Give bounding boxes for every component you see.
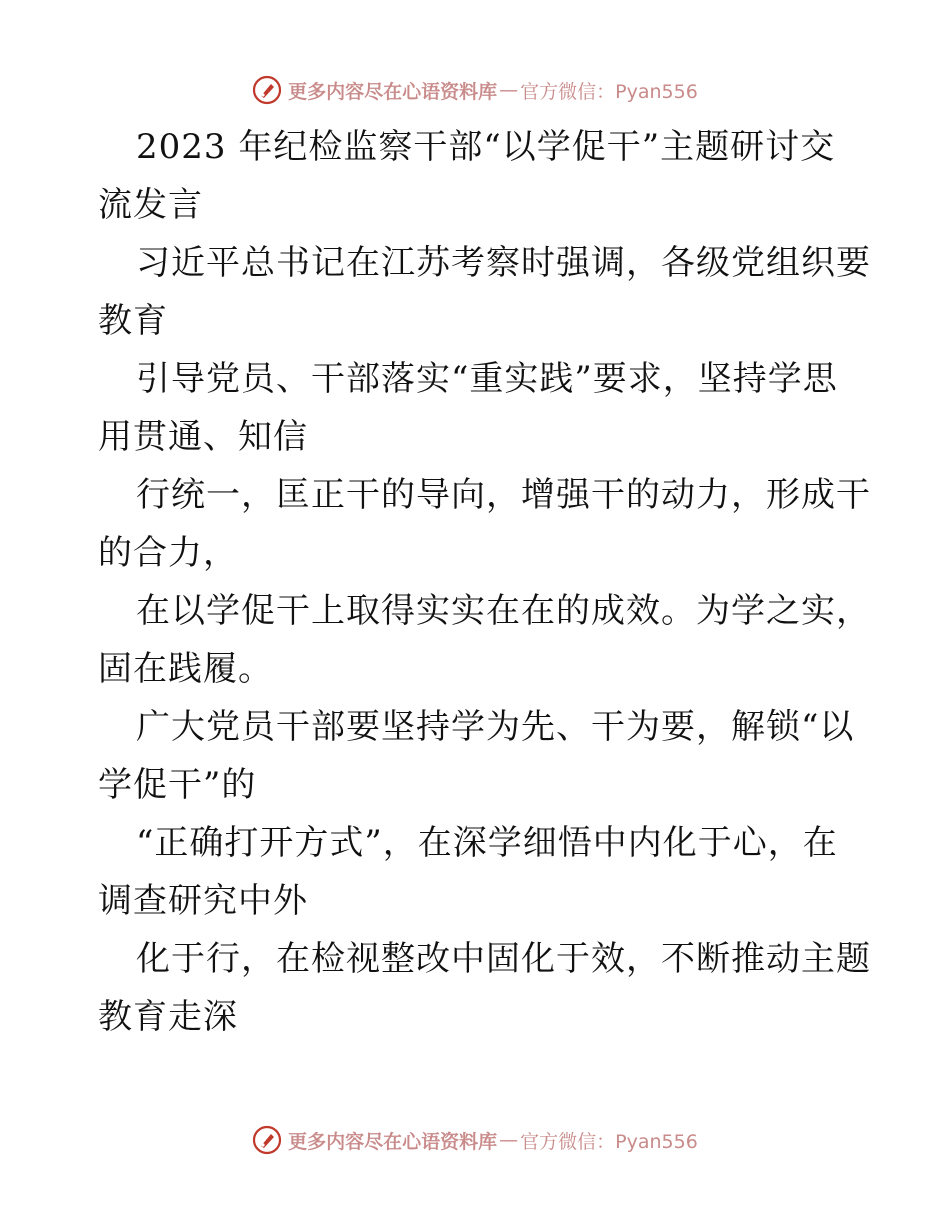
banner-separator: — xyxy=(499,1129,519,1151)
banner-main-text: 更多内容尽在心语资料库 xyxy=(288,1130,498,1153)
pen-nib-logo-icon xyxy=(252,75,282,105)
document-body xyxy=(98,118,871,1046)
doc-line: 习近平总书记在江苏考察时强调，各级党组织要 xyxy=(136,243,871,283)
doc-line: “正确打开方式”，在深学细悟中内化于心，在 xyxy=(136,823,838,863)
banner-main-text: 更多内容尽在心语资料库 xyxy=(288,80,498,103)
footer-watermark-banner xyxy=(0,1120,950,1160)
doc-line: 行统一，匡正干的导向，增强干的动力，形成干 xyxy=(136,475,871,515)
doc-line: 在以学促干上取得实实在在的成效。为学之实， xyxy=(136,591,871,631)
doc-line: 广大党员干部要坚持学为先、干为要，解锁“以 xyxy=(136,707,855,747)
doc-line: 化于行，在检视整改中固化于效，不断推动主题 xyxy=(136,939,871,979)
doc-line: 固在践履。 xyxy=(98,649,273,689)
header-watermark-banner xyxy=(0,70,950,110)
banner-separator: — xyxy=(499,79,519,101)
doc-line: 的合力， xyxy=(98,533,238,573)
doc-line: 教育 xyxy=(98,301,168,341)
doc-line: 调查研究中外 xyxy=(98,881,308,921)
pen-nib-logo-icon xyxy=(252,1125,282,1155)
banner-contact-text: 官方微信：Pyan556 xyxy=(520,1130,698,1153)
doc-line: 教育走深 xyxy=(98,997,238,1037)
doc-line: 用贯通、知信 xyxy=(98,417,308,457)
doc-line: 2023 年纪检监察干部“以学促干”主题研讨交 xyxy=(136,127,836,167)
banner-contact-text: 官方微信：Pyan556 xyxy=(520,80,698,103)
doc-line: 学促干”的 xyxy=(98,765,257,805)
doc-line: 流发言 xyxy=(98,185,203,225)
doc-line: 引导党员、干部落实“重实践”要求，坚持学思 xyxy=(136,359,838,399)
